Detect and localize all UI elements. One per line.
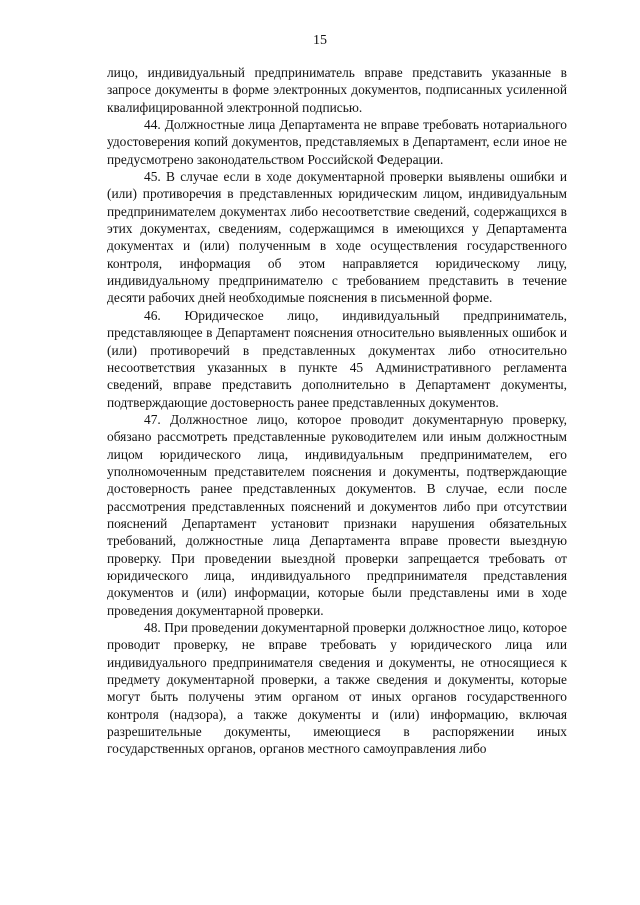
paragraph-44: 44. Должностные лица Департамента не вправе требовать нотариального удостоверения копий документов, представляемых в Департамент, если иное не предусмотрено законодательством Российской Федерации. [107, 117, 567, 167]
paragraph-45: 45. В случае если в ходе документарной проверки выявлены ошибки и (или) противоречия в представленных юридическим лицом, индивидуальным предпринимателем документах либо несоответствие сведений, содержащихся в этих документах, сведениям, содержащимся в имеющихся у Департамента документах и (или) полученным в ходе осуществления государственного контроля, информация об этом направляется юридическому лицу, индивидуальному предпринимателю с требованием представить в течение десяти рабочих дней необходимые пояснения в письменной форме. [107, 169, 567, 306]
paragraph-46: 46. Юридическое лицо, индивидуальный предприниматель, представляющее в Департамент пояснения относительно выявленных ошибок и (или) противоречий в представленных документах либо относительно несоответствия указанных в пункте 45 Административного регламента сведений, вправе представить дополнительно в Департамент документы, подтверждающие достоверность ранее представленных документов. [107, 307, 567, 410]
paragraph-continuation: лицо, индивидуальный предприниматель вправе представить указанные в запросе документы в форме электронных документов, подписанных усиленной квалифицированной электронной подписью. [107, 65, 567, 115]
page-number: 15 [313, 33, 327, 48]
paragraph-48: 48. При проведении документарной проверки должностное лицо, которое проводит проверку, не вправе требовать у юридического лица или индивидуального предпринимателя сведения и документы, не относящиеся к предмету документарной проверки, а также сведения и документы, которые могут быть получены этим органом от иных органов государственного контроля (надзора), а также документы и (или) информацию, включая разрешительные документы, имеющиеся в распоряжении иных государственных органов, органов местного самоуправления либо [107, 620, 567, 757]
paragraph-47: 47. Должностное лицо, которое проводит документарную проверку, обязано рассмотреть представленные руководителем или иным должностным лицом юридического лица, индивидуальным предпринимателем, его уполномоченным представителем пояснения и документы, подтверждающие достоверность ранее представленных документов. В случае, если после рассмотрения представленных пояснений и документов либо при отсутствии пояснений Департамент установит признаки нарушения обязательных требований, должностные лица Департамента вправе провести выездную проверку. При проведении выездной проверки запрещается требовать от юридического лица, индивидуального предпринимателя представления документов и (или) информации, которые были представлены ими в ходе проведения документарной проверки. [107, 411, 567, 618]
document-body [107, 64, 567, 758]
